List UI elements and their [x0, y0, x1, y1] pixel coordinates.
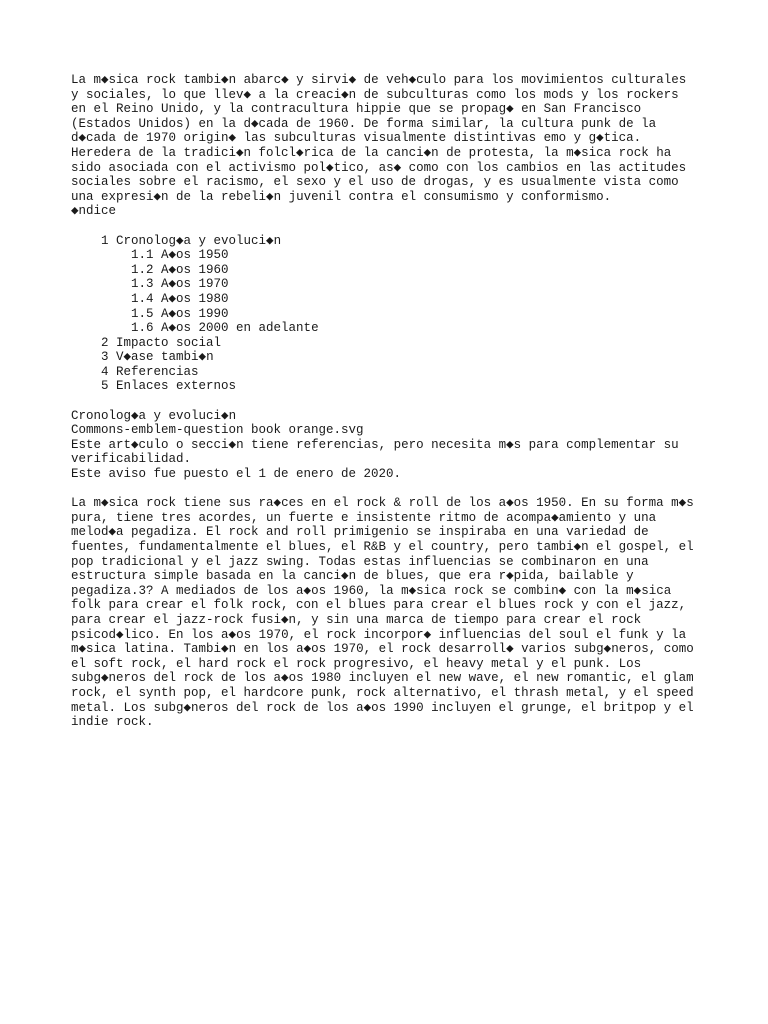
toc-item[interactable]: 1.2 A◆os 1960 [71, 262, 229, 277]
text-line: psicod◆lico. En los a◆os 1970, el rock incorpor◆ influencias del soul el funk y la [71, 627, 687, 642]
text-line: sido asociada con el activismo pol◆tico, as◆ como con los cambios en las actitudes [71, 160, 687, 175]
text-line: una expresi◆n de la rebeli◆n juvenil contra el consumismo y conformismo. [71, 189, 612, 204]
text-line: el soft rock, el hard rock el rock progresivo, el heavy metal y el punk. Los [71, 656, 642, 671]
text-line: d◆cada de 1970 origin◆ las subculturas visualmente distintivas emo y g◆tica. [71, 131, 642, 146]
text-line: fuentes, fundamentalmente el blues, el R&B y el country, pero tambi◆n el gospel, el [71, 540, 694, 554]
text-line: Heredera de la tradici◆n folcl◆rica de la canci◆n de protesta, la m◆sica rock ha [71, 145, 672, 160]
text-line: estructura simple basada en la canci◆n de blues, que era r◆pida, bailable y [71, 569, 634, 584]
toc-item[interactable]: 1.4 A◆os 1980 [71, 291, 229, 306]
toc-item[interactable]: 4 Referencias [71, 364, 199, 379]
text-line: pegadiza.3? A mediados de los a◆os 1960, la m◆sica rock se combin◆ con la m◆sica [71, 583, 672, 598]
text-line: y sociales, lo que llev◆ a la creaci◆n de subculturas como los mods y los rockers [71, 87, 679, 102]
notice-text: Este art◆culo o secci◆n tiene referencias, pero necesita m◆s para complementar su [71, 437, 679, 452]
section-header-block [71, 409, 731, 482]
blank-line [71, 482, 731, 497]
text-line: en el Reino Unido, y la contracultura hippie que se propag◆ en San Francisco [71, 102, 642, 117]
toc-item[interactable]: 1.1 A◆os 1950 [71, 248, 229, 263]
toc-item[interactable]: 1.3 A◆os 1970 [71, 277, 229, 292]
toc-item[interactable]: 2 Impacto social [71, 335, 222, 350]
text-line: subg◆neros del rock de los a◆os 1980 incluyen el new wave, el new romantic, el glam [71, 671, 694, 686]
text-line: metal. Los subg◆neros del rock de los a◆os 1990 incluyen el grunge, el britpop y el [71, 700, 694, 715]
text-line: para crear el jazz-rock fusi◆n, y sin una marca de tiempo para crear el rock [71, 612, 642, 627]
intro-paragraph [71, 73, 731, 219]
history-paragraph [71, 496, 731, 730]
notice-date: Este aviso fue puesto el 1 de enero de 2020. [71, 467, 402, 482]
toc-item[interactable]: 1.5 A◆os 1990 [71, 306, 229, 321]
text-line: m◆sica latina. Tambi◆n en los a◆os 1970, el rock desarroll◆ varios subg◆neros, como [71, 642, 694, 657]
toc-item[interactable]: 5 Enlaces externos [71, 379, 237, 394]
text-line: pura, tiene tres acordes, un fuerte e insistente ritmo de acompa◆amiento y una [71, 510, 657, 525]
text-line: pop tradicional y el jazz swing. Todas estas influencias se combinaron en una [71, 554, 649, 569]
text-line: indie rock. [71, 715, 154, 730]
toc-item[interactable]: 3 V◆ase tambi◆n [71, 350, 214, 365]
toc-item[interactable]: 1 Cronolog◆a y evoluci◆n [71, 233, 282, 248]
blank-line [71, 394, 731, 409]
text-line: rock, el synth pop, el hardcore punk, rock alternativo, el thrash metal, y el speed [71, 685, 694, 700]
section-title: Cronolog◆a y evoluci◆n [71, 408, 237, 423]
toc-heading: ◆ndice [71, 204, 117, 219]
table-of-contents [71, 234, 731, 395]
text-line: sociales sobre el racismo, el sexo y el uso de drogas, y es usualmente vista como [71, 175, 679, 190]
toc-item[interactable]: 1.6 A◆os 2000 en adelante [71, 321, 319, 336]
text-line: La m◆sica rock tiene sus ra◆ces en el rock & roll de los a◆os 1950. En su forma m◆s [71, 496, 694, 511]
text-line: (Estados Unidos) en la d◆cada de 1960. De forma similar, la cultura punk de la [71, 116, 657, 131]
blank-line [71, 219, 731, 234]
document-body [71, 73, 731, 730]
text-line: La m◆sica rock tambi◆n abarc◆ y sirvi◆ de veh◆culo para los movimientos culturales [71, 73, 687, 87]
notice-text: verificabilidad. [71, 452, 192, 467]
text-line: melod◆a pegadiza. El rock and roll primigenio se inspiraba en una variedad de [71, 525, 649, 540]
text-line: folk para crear el folk rock, con el blues para crear el blues rock y con el jazz, [71, 598, 687, 613]
notice-image-alt: Commons-emblem-question book orange.svg [71, 423, 364, 438]
